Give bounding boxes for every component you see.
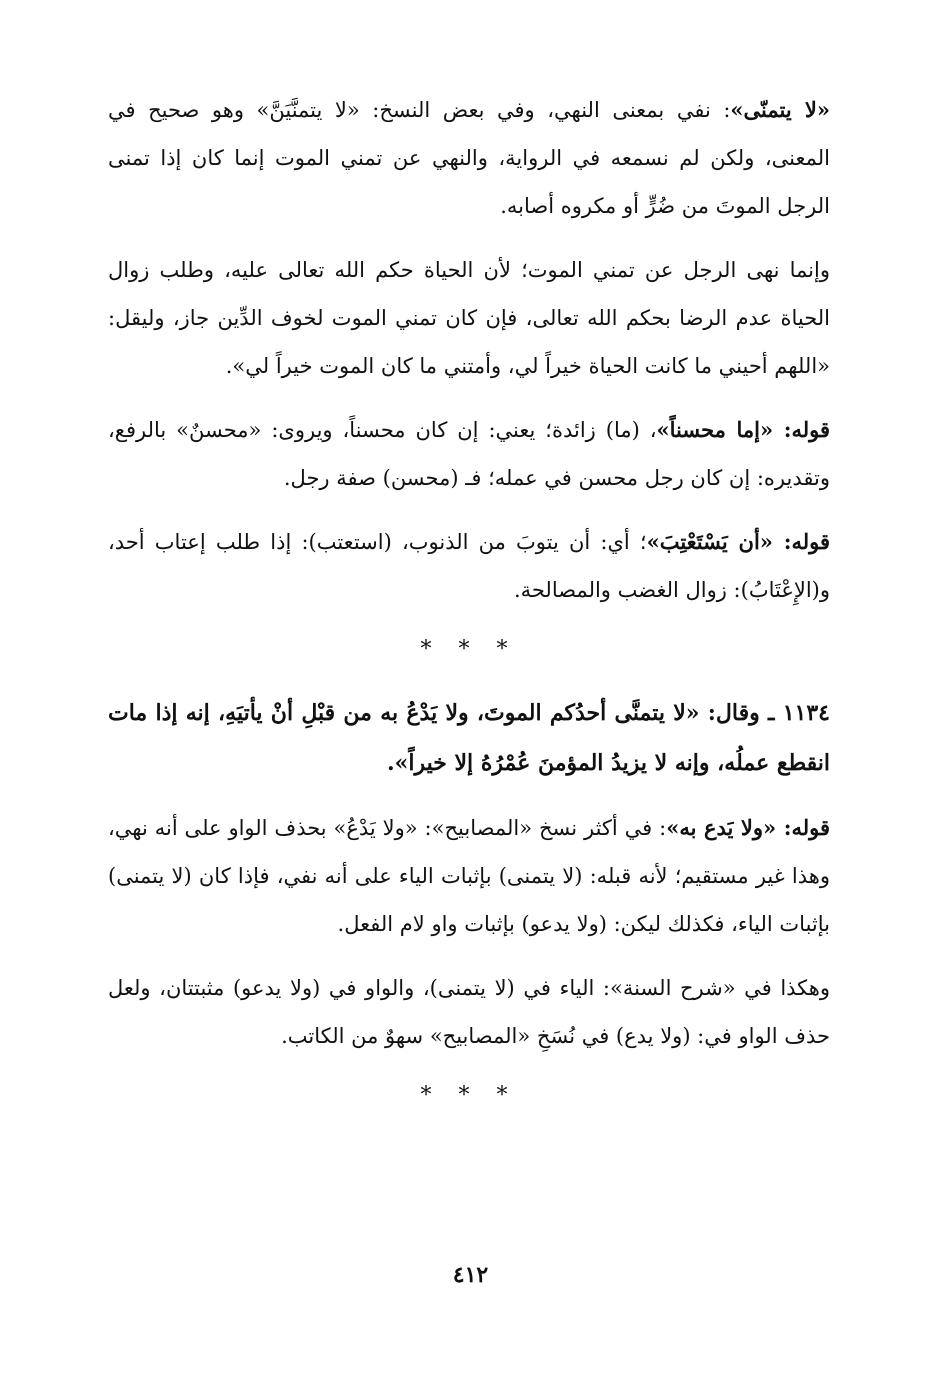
section-separator-2: * * * bbox=[420, 1083, 518, 1108]
paragraph-1-text: : نفي بمعنى النهي، وفي بعض النسخ: «لا يتمنَّيَنَّ» وهو صحيح في المعنى، ولكن لم نسمعه في الرواية، والنهي عن تمني الموت إنما كان إذا تمنى الرجل الموتَ من ضُرٍّ أو مكروه أصابه. bbox=[108, 98, 830, 218]
paragraph-4-lead: قوله: «أن يَسْتَعْتِبَ» bbox=[646, 529, 831, 554]
paragraph-6-text: وهكذا في «شرح السنة»: الياء في (لا يتمنى)، والواو في (ولا يدعو) مثبتتان، ولعل حذف الواو في: (ولا يدع) في نُسَخِ «المصابيح» سهوٌ من الكاتب. bbox=[108, 976, 830, 1048]
hadith-text: ١١٣٤ ـ وقال: «لا يتمنَّى أحدُكم الموتَ، ولا يَدْعُ به من قبْلِ أنْ يأتيَهِ، إنه إذا مات انقطع عملُه، وإنه لا يزيدُ المؤمنَ عُمْرُهُ إلا خيراً». bbox=[108, 700, 830, 776]
paragraph-3-lead: قوله: «إما محسناً» bbox=[656, 417, 830, 442]
section-separator-1: * * * bbox=[420, 637, 518, 662]
paragraph-5-text: : في أكثر نسخ «المصابيح»: «ولا يَدْعُ» بحذف الواو على أنه نهي، وهذا غير مستقيم؛ لأنه قبله: (لا يتمنى) بإثبات الياء على أنه نفي، فإذا كان (لا يتمنى) بإثبات الياء، فكذلك ليكن: (ولا يدعو) بإثبات واو لام الفعل. bbox=[108, 816, 830, 936]
paragraph-4-text: ؛ أي: أن يتوبَ من الذنوب، (استعتب): إذا طلب إعتاب أحد، و(الإِعْتَابُ): زوال الغضب والمصالحة. bbox=[108, 530, 830, 602]
paragraph-1 bbox=[108, 86, 830, 230]
paragraph-5 bbox=[108, 804, 830, 948]
paragraph-5-lead: قوله: «ولا يَدع به» bbox=[666, 815, 830, 840]
paragraph-1-lead: «لا يتمنّى» bbox=[730, 97, 830, 122]
page-body bbox=[108, 86, 830, 1134]
paragraph-2 bbox=[108, 246, 830, 390]
paragraph-6 bbox=[108, 964, 830, 1060]
paragraph-3-text: ، (ما) زائدة؛ يعني: إن كان محسناً، ويروى: «محسنٌ» بالرفع، وتقديره: إن كان رجل محسن في عمله؛ فـ (محسن) صفة رجل. bbox=[108, 418, 830, 490]
paragraph-3 bbox=[108, 406, 830, 502]
paragraph-4 bbox=[108, 518, 830, 614]
page-number: ٤١٢ bbox=[452, 1262, 489, 1288]
paragraph-2-text: وإنما نهى الرجل عن تمني الموت؛ لأن الحياة حكم الله تعالى عليه، وطلب زوال الحياة عدم الرضا بحكم الله تعالى، فإن كان تمني الموت لخوف الدِّين جاز، وليقل: «اللهم أحيني ما كانت الحياة خيراً لي، وأمتني ما كان الموت خيراً لي». bbox=[108, 258, 830, 378]
